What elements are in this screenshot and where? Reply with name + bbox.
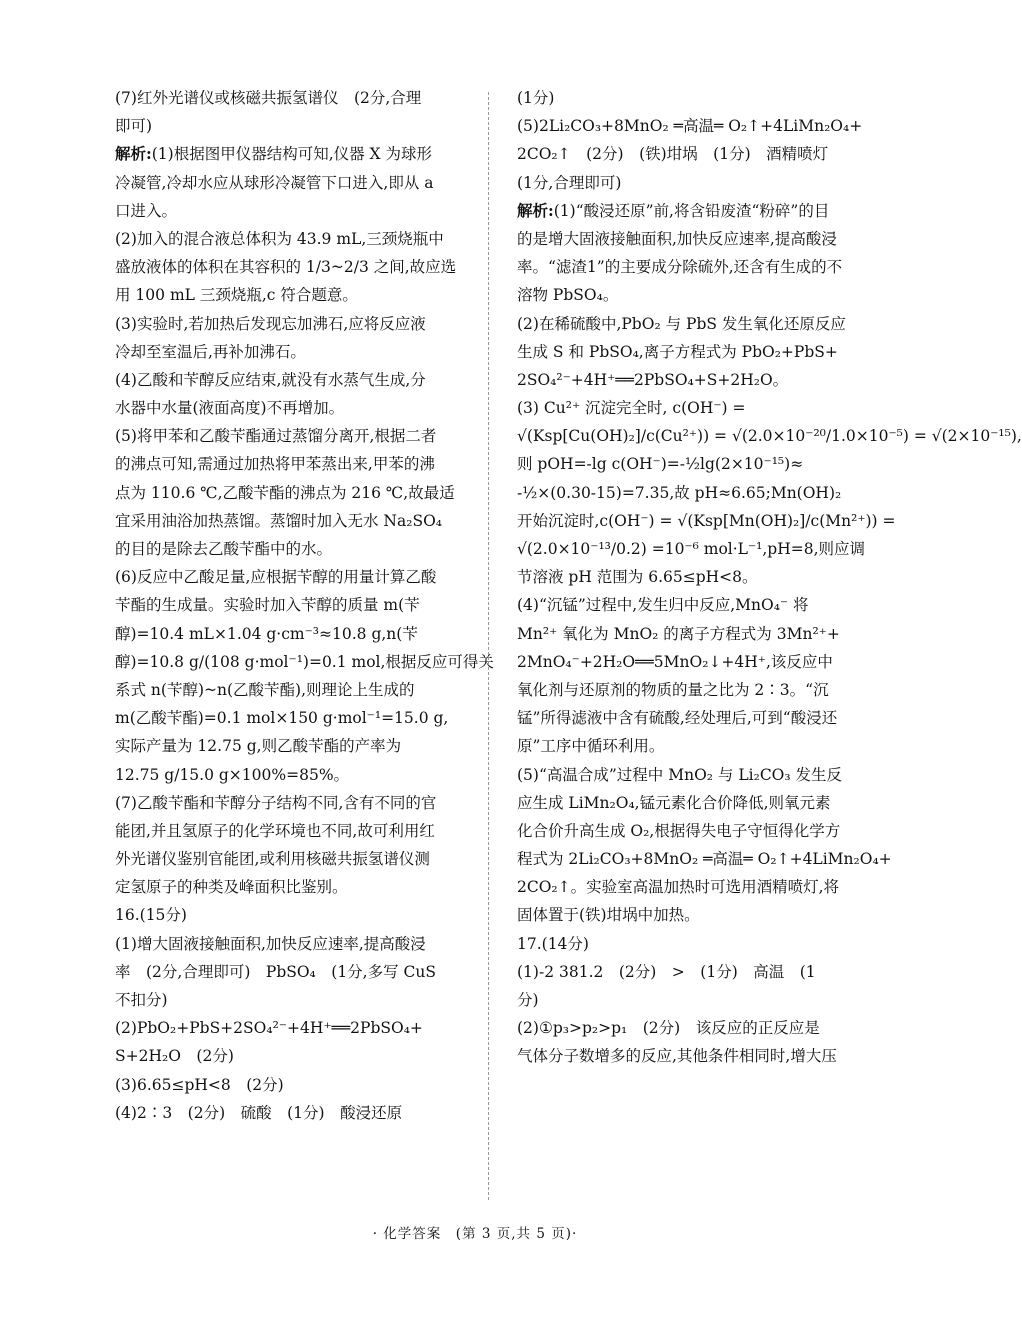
text-line: √(Ksp[Cu(OH)₂]/c(Cu²⁺)) = √(2.0×10⁻²⁰/1.0×10⁻⁵) = √(2×10⁻¹⁵), bbox=[517, 427, 1022, 446]
text-line: 冷凝管,冷却水应从球形冷凝管下口进入,即从 a bbox=[115, 173, 434, 192]
text-line: 点为 110.6 ℃,乙酸苄酯的沸点为 216 ℃,故最适 bbox=[115, 483, 455, 502]
text-line: (5)“高温合成”过程中 MnO₂ 与 Li₂CO₃ 发生反 bbox=[517, 765, 843, 784]
text-line: 程式为 2Li₂CO₃+8MnO₂ ═高温═ O₂↑+4LiMn₂O₄+ bbox=[517, 850, 892, 869]
text-line: Mn²⁺ 氧化为 MnO₂ 的离子方程式为 3Mn²⁺+ bbox=[517, 624, 840, 643]
text-line: (2)加入的混合液总体积为 43.9 mL,三颈烧瓶中 bbox=[115, 229, 444, 248]
text-line: 2MnO₄⁻+2H₂O══5MnO₂↓+4H⁺,该反应中 bbox=[517, 652, 833, 671]
text-line: 率 (2分,合理即可) PbSO₄ (1分,多写 CuS bbox=[115, 962, 436, 981]
text-line: (6)反应中乙酸足量,应根据苄醇的用量计算乙酸 bbox=[115, 568, 437, 587]
text-line: 的沸点可知,需通过加热将甲苯蒸出来,甲苯的沸 bbox=[115, 455, 435, 474]
text-line: 冷却至室温后,再补加沸石。 bbox=[115, 342, 306, 361]
text-line: 用 100 mL 三颈烧瓶,c 符合题意。 bbox=[115, 286, 358, 305]
text-line: (1分) bbox=[517, 89, 555, 107]
text-line: 能团,并且氢原子的化学环境也不同,故可利用红 bbox=[115, 821, 435, 840]
text-line: 解析:(1)根据图甲仪器结构可知,仪器 X 为球形 bbox=[115, 144, 433, 164]
text-line: 溶物 PbSO₄。 bbox=[517, 286, 619, 305]
text-line: 的是增大固液接触面积,加快反应速率,提高酸浸 bbox=[517, 229, 837, 248]
text-line: (1)-2 381.2 (2分) > (1分) 高温 (1 bbox=[517, 962, 816, 981]
text-line: m(乙酸苄酯)=0.1 mol×150 g·mol⁻¹=15.0 g, bbox=[115, 709, 449, 728]
text-line: 2SO₄²⁻+4H⁺══2PbSO₄+S+2H₂O。 bbox=[517, 370, 789, 389]
text-line: 解析:(1)“酸浸还原”前,将含铅废渣“粉碎”的目 bbox=[517, 200, 830, 220]
text-line: 17.(14分) bbox=[517, 934, 589, 953]
text-line: 系式 n(苄醇)~n(乙酸苄酯),则理论上生成的 bbox=[115, 680, 415, 699]
text-line: (3)6.65≤pH<8 (2分) bbox=[115, 1075, 284, 1094]
text-line: (4)乙酸和苄醇反应结束,就没有水蒸气生成,分 bbox=[115, 370, 426, 389]
text-line: 醇)=10.4 mL×1.04 g·cm⁻³≈10.8 g,n(苄 bbox=[115, 624, 418, 643]
text-line: 节溶液 pH 范围为 6.65≤pH<8。 bbox=[517, 568, 758, 587]
text-line: 固体置于(铁)坩埚中加热。 bbox=[517, 906, 700, 925]
text-line: (4)2∶3 (2分) 硫酸 (1分) 酸浸还原 bbox=[115, 1103, 403, 1122]
text-line: 16.(15分) bbox=[115, 906, 187, 925]
text-line: 化合价升高生成 O₂,根据得失电子守恒得化学方 bbox=[517, 821, 841, 840]
text-line: √(2.0×10⁻¹³/0.2) =10⁻⁶ mol·L⁻¹,pH=8,则应调 bbox=[517, 540, 866, 558]
text-line: (5)将甲苯和乙酸苄酯通过蒸馏分离开,根据二者 bbox=[115, 427, 437, 446]
text-line: (5)2Li₂CO₃+8MnO₂ ═高温═ O₂↑+4LiMn₂O₄+ bbox=[517, 117, 863, 136]
text-line: 实际产量为 12.75 g,则乙酸苄酯的产率为 bbox=[115, 737, 402, 756]
text-line: 氧化剂与还原剂的物质的量之比为 2∶3。“沉 bbox=[517, 680, 829, 699]
text-line: (2)①p₃>p₂>p₁ (2分) 该反应的正反应是 bbox=[517, 1019, 820, 1038]
text-line: 即可) bbox=[115, 117, 153, 136]
text-line: 盛放液体的体积在其容积的 1/3~2/3 之间,故应选 bbox=[115, 258, 457, 277]
text-line: 宜采用油浴加热蒸馏。蒸馏时加入无水 Na₂SO₄ bbox=[115, 511, 442, 530]
text-line: -½×(0.30-15)=7.35,故 pH≈6.65;Mn(OH)₂ bbox=[517, 483, 842, 502]
text-line: 醇)=10.8 g/(108 g·mol⁻¹)=0.1 mol,根据反应可得关 bbox=[115, 652, 494, 671]
text-line: 2CO₂↑。实验室高温加热时可选用酒精喷灯,将 bbox=[517, 878, 840, 897]
text-line: 定氢原子的种类及峰面积比鉴别。 bbox=[115, 878, 348, 897]
right-column bbox=[517, 84, 1022, 1071]
text-line: 口进入。 bbox=[115, 201, 178, 220]
text-line: (4)“沉锰”过程中,发生归中反应,MnO₄⁻ 将 bbox=[517, 596, 809, 615]
text-line: 则 pOH=-lg c(OH⁻)=-½lg(2×10⁻¹⁵)≈ bbox=[517, 455, 804, 474]
text-line: 水器中水量(液面高度)不再增加。 bbox=[115, 399, 345, 418]
text-line: 锰”所得滤液中含有硫酸,经处理后,可到“酸浸还 bbox=[517, 709, 838, 728]
text-line: (7)乙酸苄酯和苄醇分子结构不同,含有不同的官 bbox=[115, 793, 437, 812]
text-line: 2CO₂↑ (2分) (铁)坩埚 (1分) 酒精喷灯 bbox=[517, 145, 829, 164]
text-line: (1)增大固液接触面积,加快反应速率,提高酸浸 bbox=[115, 934, 426, 953]
text-line: (3)实验时,若加热后发现忘加沸石,应将反应液 bbox=[115, 314, 426, 333]
text-line: 开始沉淀时,c(OH⁻) = √(Ksp[Mn(OH)₂]/c(Mn²⁺)) = bbox=[517, 511, 896, 530]
text-line: 应生成 LiMn₂O₄,锰元素化合价降低,则氧元素 bbox=[517, 793, 831, 812]
text-line: 原”工序中循环利用。 bbox=[517, 737, 665, 756]
left-column bbox=[115, 84, 494, 1127]
text-line: 12.75 g/15.0 g×100%=85%。 bbox=[115, 765, 350, 784]
text-line: 苄酯的生成量。实验时加入苄醇的质量 m(苄 bbox=[115, 596, 420, 615]
text-line: 率。“滤渣1”的主要成分除硫外,还含有生成的不 bbox=[517, 258, 843, 277]
column-divider bbox=[488, 92, 489, 1200]
text-line: 外光谱仪鉴别官能团,或利用核磁共振氢谱仪测 bbox=[115, 850, 430, 869]
text-line: 气体分子数增多的反应,其他条件相同时,增大压 bbox=[517, 1047, 837, 1066]
text-line: 的目的是除去乙酸苄酯中的水。 bbox=[115, 540, 333, 558]
text-line: (2)在稀硫酸中,PbO₂ 与 PbS 发生氧化还原反应 bbox=[517, 314, 846, 333]
page-footer: · 化学答案 (第 3 页,共 5 页)· bbox=[372, 1226, 578, 1242]
text-line: 生成 S 和 PbSO₄,离子方程式为 PbO₂+PbS+ bbox=[517, 342, 838, 361]
text-line: (2)PbO₂+PbS+2SO₄²⁻+4H⁺══2PbSO₄+ bbox=[115, 1019, 423, 1038]
text-line: S+2H₂O (2分) bbox=[115, 1047, 234, 1066]
text-line: 分) bbox=[517, 991, 539, 1009]
text-line: 不扣分) bbox=[115, 991, 168, 1009]
text-line: (7)红外光谱仪或核磁共振氢谱仪 (2分,合理 bbox=[115, 89, 422, 107]
text-line: (3) Cu²⁺ 沉淀完全时, c(OH⁻) = bbox=[517, 399, 746, 418]
text-line: (1分,合理即可) bbox=[517, 173, 622, 192]
